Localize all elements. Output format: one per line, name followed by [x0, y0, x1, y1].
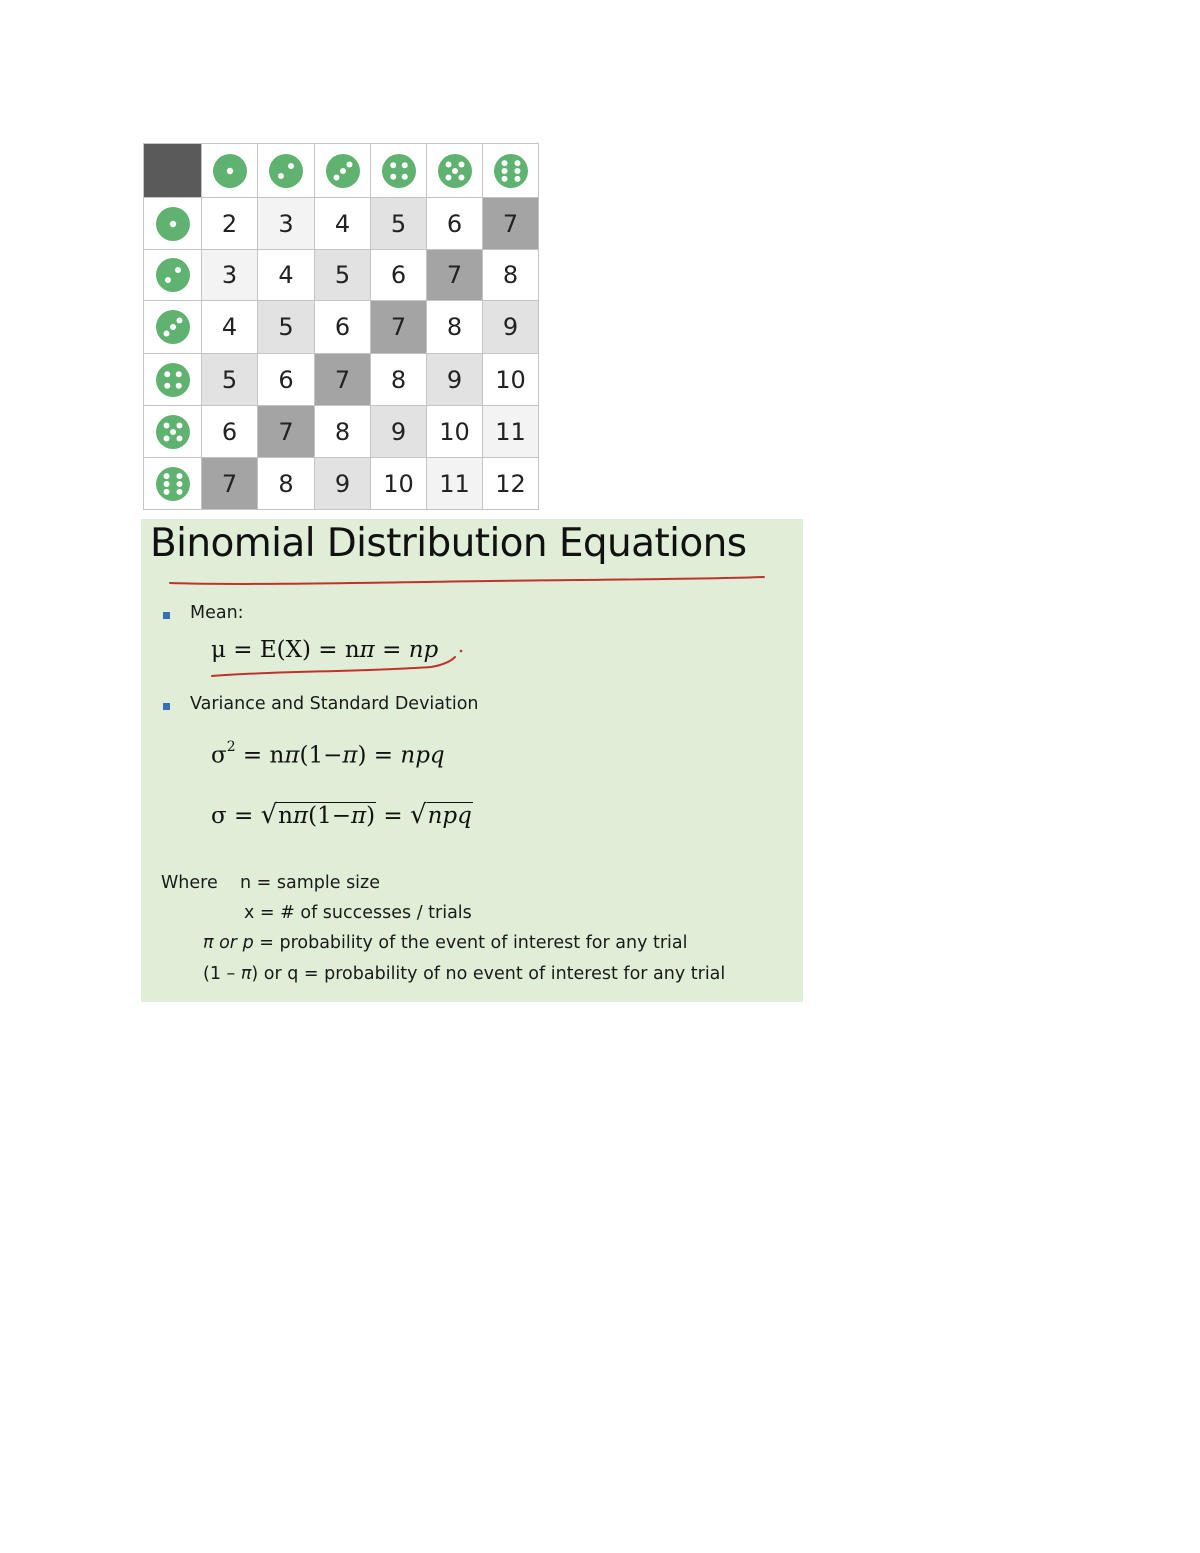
- die-face-4-icon: [155, 362, 191, 398]
- n-definition: n = sample size: [240, 873, 380, 893]
- sum-cell: 7: [315, 354, 371, 406]
- table-row: [144, 250, 539, 301]
- table-row: [144, 406, 539, 458]
- sum-cell: 8: [427, 301, 483, 354]
- die-face-2-icon: [268, 153, 304, 189]
- sum-cell: 3: [258, 198, 315, 250]
- sum-cell: 6: [427, 198, 483, 250]
- column-header-die-5: [427, 144, 483, 198]
- mean-label: Mean:: [190, 603, 244, 623]
- column-header-die-3: [315, 144, 371, 198]
- die-face-2-icon: [155, 257, 191, 293]
- row-header-die-1: [144, 198, 202, 250]
- die-face-6-icon: [155, 466, 191, 502]
- sum-cell: 12: [483, 458, 539, 510]
- sum-cell: 6: [258, 354, 315, 406]
- die-face-3-icon: [155, 309, 191, 345]
- sum-cell: 9: [483, 301, 539, 354]
- die-face-4-icon: [381, 153, 417, 189]
- variance-bullet-icon: [163, 703, 170, 710]
- sum-cell: 5: [315, 250, 371, 301]
- sum-cell: 6: [371, 250, 427, 301]
- sum-cell: 4: [315, 198, 371, 250]
- sum-cell: 9: [427, 354, 483, 406]
- table-row: [144, 458, 539, 510]
- corner-cell: [144, 144, 202, 198]
- row-header-die-3: [144, 301, 202, 354]
- sum-cell: 9: [371, 406, 427, 458]
- die-face-5-icon: [155, 414, 191, 450]
- variance-equation: $\sigma^2 = n\pi(1-\pi)$ = npq: [211, 739, 445, 769]
- die-face-3-icon: [325, 153, 361, 189]
- die-face-5-icon: [437, 153, 473, 189]
- die-face-1-icon: [155, 206, 191, 242]
- slide-title: Binomial Distribution Equations: [150, 521, 747, 566]
- sum-cell: 4: [258, 250, 315, 301]
- row-header-die-6: [144, 458, 202, 510]
- mean-equation: μ = E(X) = nπ = np: [211, 637, 439, 663]
- sum-cell: 6: [315, 301, 371, 354]
- sum-cell: 3: [202, 250, 258, 301]
- q-definition: (1 – π) or q = probability of no event of interest for any trial: [203, 964, 726, 984]
- mean-ink-dot: [460, 650, 463, 653]
- table-row: [144, 301, 539, 354]
- column-header-die-4: [371, 144, 427, 198]
- column-header-die-2: [258, 144, 315, 198]
- sum-cell: 10: [483, 354, 539, 406]
- x-definition: x = # of successes / trials: [244, 903, 472, 923]
- row-header-die-5: [144, 406, 202, 458]
- sum-cell: 11: [427, 458, 483, 510]
- table-row: [144, 354, 539, 406]
- sum-cell: 7: [483, 198, 539, 250]
- sum-cell: 4: [202, 301, 258, 354]
- std-dev-equation: σ = √nπ(1−π) = √npq: [211, 800, 472, 830]
- sum-cell: 5: [258, 301, 315, 354]
- sum-cell: 8: [371, 354, 427, 406]
- sum-cell: 7: [202, 458, 258, 510]
- sum-cell: 2: [202, 198, 258, 250]
- sum-cell: 10: [371, 458, 427, 510]
- variance-label: Variance and Standard Deviation: [190, 694, 479, 714]
- sum-cell: 5: [371, 198, 427, 250]
- table-header-row: [144, 144, 539, 198]
- dice-sum-table: [143, 143, 539, 510]
- sum-cell: 11: [483, 406, 539, 458]
- column-header-die-1: [202, 144, 258, 198]
- sum-cell: 10: [427, 406, 483, 458]
- sum-cell: 8: [315, 406, 371, 458]
- die-face-6-icon: [493, 153, 529, 189]
- column-header-die-6: [483, 144, 539, 198]
- mean-bullet-icon: [163, 612, 170, 619]
- row-header-die-2: [144, 250, 202, 301]
- binomial-slide: [141, 519, 803, 1002]
- sum-cell: 7: [258, 406, 315, 458]
- table-row: [144, 198, 539, 250]
- sum-cell: 6: [202, 406, 258, 458]
- p-definition: π or p = probability of the event of interest for any trial: [203, 933, 688, 953]
- sum-cell: 8: [483, 250, 539, 301]
- die-face-1-icon: [212, 153, 248, 189]
- sum-cell: 9: [315, 458, 371, 510]
- sum-cell: 7: [427, 250, 483, 301]
- where-word: Where: [161, 873, 218, 893]
- sum-cell: 8: [258, 458, 315, 510]
- sum-cell: 5: [202, 354, 258, 406]
- row-header-die-4: [144, 354, 202, 406]
- sum-cell: 7: [371, 301, 427, 354]
- title-underline-stroke: [170, 577, 764, 584]
